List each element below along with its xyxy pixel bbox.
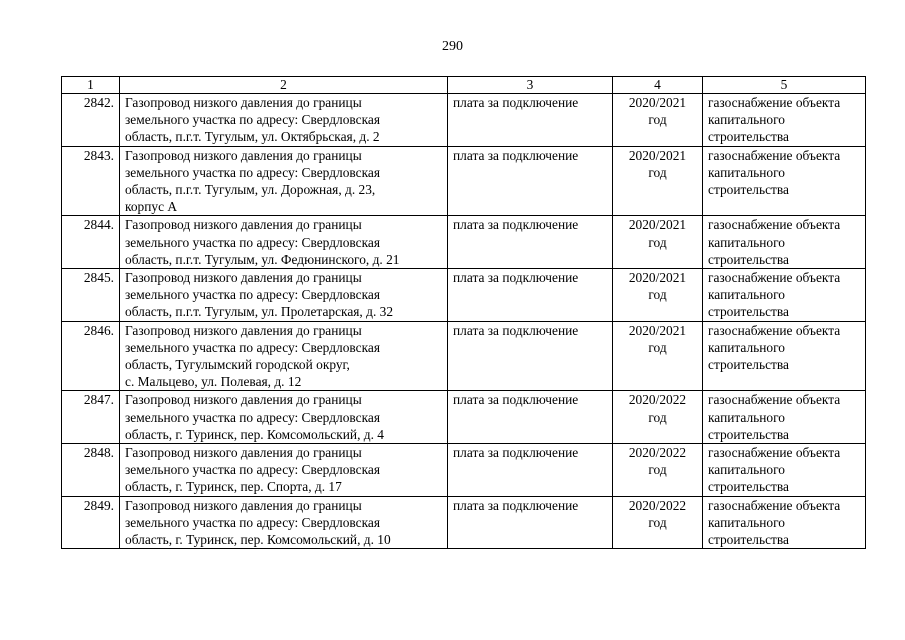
purpose-line: газоснабжение объекта xyxy=(708,497,841,513)
implementation-period xyxy=(613,146,703,216)
object-description xyxy=(120,444,448,497)
table-row xyxy=(62,321,866,391)
object-description xyxy=(120,391,448,444)
purpose xyxy=(703,391,866,444)
description-line: область, п.г.т. Тугулым, ул. Октябрьская, д. 2 xyxy=(125,129,380,145)
implementation-period xyxy=(613,321,703,391)
period-line: 2020/2021 xyxy=(628,147,687,163)
purpose-line: капитального xyxy=(708,164,785,180)
description-line: Газопровод низкого давления до границы xyxy=(125,497,362,513)
implementation-period xyxy=(613,444,703,497)
registry-table xyxy=(61,76,866,549)
description-line: земельного участка по адресу: Свердловская xyxy=(125,287,380,303)
period-line: год xyxy=(648,514,667,530)
row-number: 2844. xyxy=(62,216,120,269)
period-line: год xyxy=(648,164,667,180)
table-row xyxy=(62,269,866,322)
row-number: 2849. xyxy=(62,496,120,549)
purpose-line: газоснабжение объекта xyxy=(708,147,841,163)
purpose-line: строительства xyxy=(708,129,789,145)
description-line: Газопровод низкого давления до границы xyxy=(125,322,362,338)
table-row xyxy=(62,146,866,216)
purpose xyxy=(703,321,866,391)
description-line: Газопровод низкого давления до границы xyxy=(125,95,362,110)
description-line: область, г. Туринск, пер. Комсомольский, д. 4 xyxy=(125,426,384,442)
purpose-line: газоснабжение объекта xyxy=(708,217,841,233)
period-line: 2020/2021 xyxy=(628,217,687,233)
object-description xyxy=(120,216,448,269)
purpose-line: строительства xyxy=(708,304,789,320)
purpose-line: строительства xyxy=(708,357,789,373)
description-line: земельного участка по адресу: Свердловская xyxy=(125,409,380,425)
period-line: год xyxy=(648,112,667,128)
column-header: 5 xyxy=(703,77,866,94)
column-header: 4 xyxy=(613,77,703,94)
purpose-line: газоснабжение объекта xyxy=(708,392,841,408)
purpose-line: строительства xyxy=(708,426,789,442)
description-line: область, п.г.т. Тугулым, ул. Дорожная, д. 23, xyxy=(125,182,376,198)
row-number: 2848. xyxy=(62,444,120,497)
payment-source: плата за подключение xyxy=(448,444,613,497)
object-description xyxy=(120,94,448,147)
object-description xyxy=(120,496,448,549)
description-line: земельного участка по адресу: Свердловская xyxy=(125,112,380,128)
payment-source: плата за подключение xyxy=(448,321,613,391)
purpose xyxy=(703,146,866,216)
payment-source: плата за подключение xyxy=(448,146,613,216)
row-number: 2846. xyxy=(62,321,120,391)
description-line: земельного участка по адресу: Свердловская xyxy=(125,339,380,355)
description-line: область, п.г.т. Тугулым, ул. Пролетарская, д. 32 xyxy=(125,304,394,320)
purpose-line: газоснабжение объекта xyxy=(708,322,841,338)
table-row xyxy=(62,391,866,444)
purpose-line: строительства xyxy=(708,532,789,548)
period-line: 2020/2022 xyxy=(628,445,687,461)
purpose-line: капитального xyxy=(708,462,785,478)
payment-source: плата за подключение xyxy=(448,269,613,322)
implementation-period xyxy=(613,216,703,269)
object-description xyxy=(120,321,448,391)
purpose-line: строительства xyxy=(708,479,789,495)
table-row xyxy=(62,94,866,147)
purpose-line: строительства xyxy=(708,251,789,267)
table-row xyxy=(62,444,866,497)
purpose-line: капитального xyxy=(708,409,785,425)
period-line: год xyxy=(648,409,667,425)
implementation-period xyxy=(613,269,703,322)
payment-source: плата за подключение xyxy=(448,496,613,549)
table-row xyxy=(62,216,866,269)
purpose-line: капитального xyxy=(708,287,785,303)
purpose-line: газоснабжение объекта xyxy=(708,445,841,461)
description-line: корпус А xyxy=(125,199,178,215)
period-line: год xyxy=(648,339,667,355)
implementation-period xyxy=(613,94,703,147)
period-line: 2020/2022 xyxy=(628,392,687,408)
page-number: 290 xyxy=(442,39,463,54)
period-line: 2020/2021 xyxy=(628,322,687,338)
period-line: год xyxy=(648,234,667,250)
row-number: 2845. xyxy=(62,269,120,322)
implementation-period xyxy=(613,391,703,444)
purpose-line: газоснабжение объекта xyxy=(708,270,841,286)
column-header: 1 xyxy=(62,77,120,94)
description-line: Газопровод низкого давления до границы xyxy=(125,217,362,233)
period-line: 2020/2022 xyxy=(628,497,687,513)
object-description xyxy=(120,146,448,216)
description-line: земельного участка по адресу: Свердловская xyxy=(125,462,380,478)
period-line: 2020/2021 xyxy=(628,270,687,286)
column-header: 3 xyxy=(448,77,613,94)
period-line: год xyxy=(648,287,667,303)
row-number: 2842. xyxy=(62,94,120,147)
purpose-line: капитального xyxy=(708,514,785,530)
purpose-line: капитального xyxy=(708,112,785,128)
description-line: область, п.г.т. Тугулым, ул. Федюнинского, д. 21 xyxy=(125,251,400,267)
description-line: земельного участка по адресу: Свердловская xyxy=(125,234,380,250)
implementation-period xyxy=(613,496,703,549)
description-line: область, г. Туринск, пер. Комсомольский, д. 10 xyxy=(125,532,391,548)
payment-source: плата за подключение xyxy=(448,216,613,269)
description-line: область, Тугулымский городской округ, xyxy=(125,357,350,373)
object-description xyxy=(120,269,448,322)
purpose xyxy=(703,496,866,549)
description-line: земельного участка по адресу: Свердловская xyxy=(125,164,380,180)
purpose xyxy=(703,444,866,497)
header-row xyxy=(62,77,866,94)
purpose-line: газоснабжение объекта xyxy=(708,95,841,110)
row-number: 2847. xyxy=(62,391,120,444)
description-line: область, г. Туринск, пер. Спорта, д. 17 xyxy=(125,479,342,495)
description-line: Газопровод низкого давления до границы xyxy=(125,147,362,163)
period-line: год xyxy=(648,462,667,478)
table-body xyxy=(62,94,866,549)
column-header: 2 xyxy=(120,77,448,94)
row-number: 2843. xyxy=(62,146,120,216)
purpose xyxy=(703,269,866,322)
purpose xyxy=(703,216,866,269)
payment-source: плата за подключение xyxy=(448,94,613,147)
description-line: Газопровод низкого давления до границы xyxy=(125,270,362,286)
purpose-line: капитального xyxy=(708,234,785,250)
purpose xyxy=(703,94,866,147)
description-line: Газопровод низкого давления до границы xyxy=(125,445,362,461)
description-line: земельного участка по адресу: Свердловская xyxy=(125,514,380,530)
table-row xyxy=(62,496,866,549)
description-line: с. Мальцево, ул. Полевая, д. 12 xyxy=(125,374,302,390)
purpose-line: капитального xyxy=(708,339,785,355)
description-line: Газопровод низкого давления до границы xyxy=(125,392,362,408)
period-line: 2020/2021 xyxy=(628,95,687,110)
payment-source: плата за подключение xyxy=(448,391,613,444)
purpose-line: строительства xyxy=(708,182,789,198)
